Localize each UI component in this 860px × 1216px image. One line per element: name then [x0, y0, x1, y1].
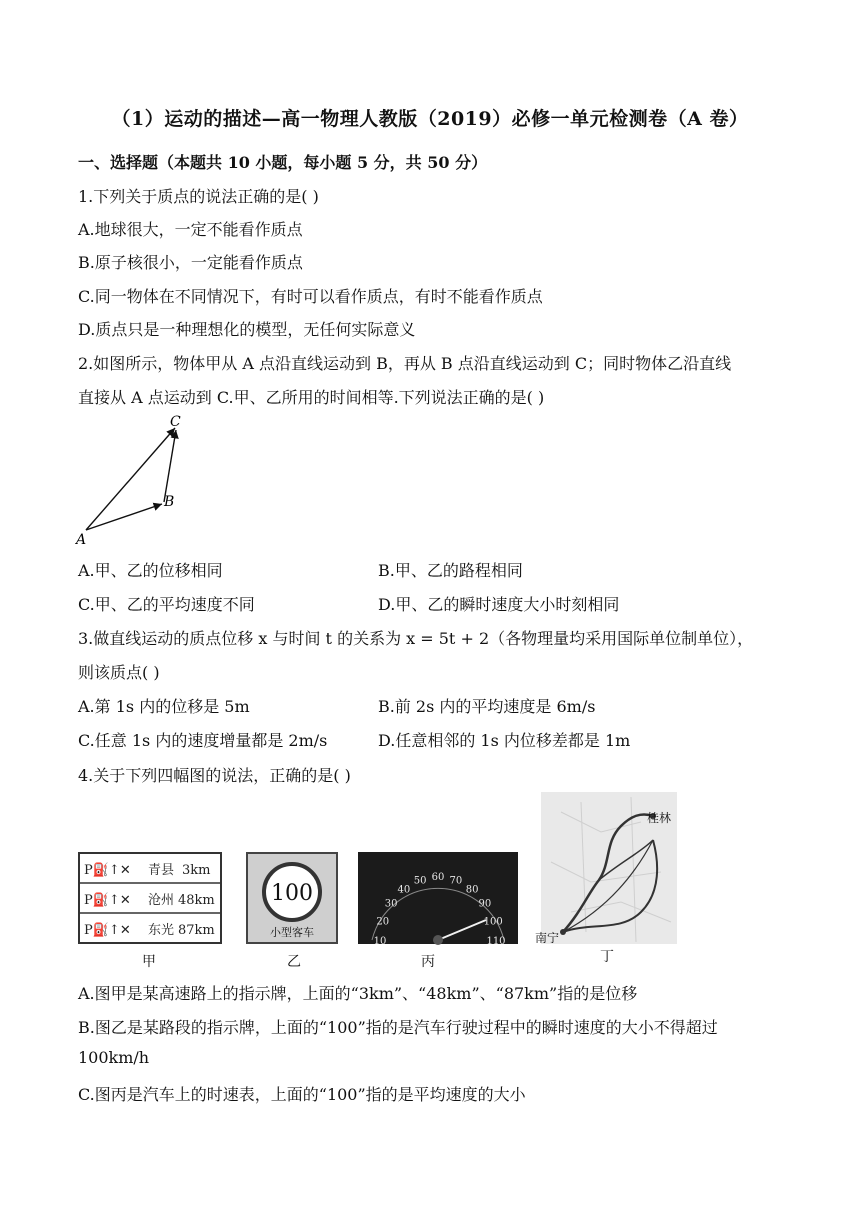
fig-bing-speedometer — [358, 852, 518, 947]
speedo-tick-label: 100 — [483, 916, 503, 928]
page-title: （1）运动的描述—高一物理人教版（2019）必修一单元检测卷（A 卷） — [111, 108, 749, 130]
q3-option-a: A.第 1s 内的位移是 5m — [78, 697, 250, 716]
sign-dist-1: 3km — [182, 863, 211, 878]
q4-option-b-line1: B.图乙是某路段的指示牌，上面的“100”指的是汽车行驶过程中的瞬时速度的大小不得超过 — [78, 1018, 718, 1037]
speedo-tick-label: 110 — [486, 936, 506, 947]
sign-dist-3: 87km — [178, 923, 215, 938]
speedo-tick-label: 50 — [413, 875, 427, 887]
sign-city-1: 青县 — [148, 863, 175, 878]
q2-stem-line1: 2.如图所示，物体甲从 A 点沿直线运动到 B，再从 B 点沿直线运动到 C；同时物体乙沿直线 — [78, 354, 732, 373]
q1-stem: 1.下列关于质点的说法正确的是( ) — [78, 187, 319, 206]
speedo-tick-label: 70 — [449, 875, 463, 887]
caption-bing: 丙 — [421, 954, 435, 970]
section-heading: 一、选择题（本题共 10 小题，每小题 5 分，共 50 分） — [78, 153, 488, 172]
speed-limit-value: 100 — [271, 881, 313, 906]
point-b-label: B — [164, 494, 175, 510]
map-label-nanning: 南宁 — [535, 931, 560, 945]
q1-option-d: D.质点只是一种理想化的模型，无任何实际意义 — [78, 320, 416, 339]
caption-yi: 乙 — [287, 954, 301, 970]
q4-option-c: C.图丙是汽车上的时速表，上面的“100”指的是平均速度的大小 — [78, 1085, 526, 1104]
q3-stem-line1: 3.做直线运动的质点位移 x 与时间 t 的关系为 x = 5t + 2（各物理量均采用国际单位制单位）， — [78, 629, 754, 648]
q2-option-b: B.甲、乙的路程相同 — [378, 561, 523, 580]
caption-jia: 甲 — [142, 954, 156, 970]
q3-option-c: C.任意 1s 内的速度增量都是 2m/s — [78, 731, 328, 750]
speed-limit-caption: 小型客车 — [270, 926, 314, 939]
speedo-tick-label: 40 — [397, 884, 411, 896]
q1-option-c: C.同一物体在不同情况下，有时可以看作质点，有时不能看作质点 — [78, 287, 543, 306]
q4-option-b-line2: 100km/h — [78, 1048, 150, 1067]
point-c-label: C — [170, 414, 181, 430]
q3-option-d: D.任意相邻的 1s 内位移差都是 1m — [378, 731, 631, 750]
sign-icons-2: P⛽↑✕ — [84, 893, 131, 908]
caption-ding: 丁 — [600, 949, 614, 965]
q3-stem-line2: 则该质点( ) — [78, 663, 160, 682]
q2-option-d: D.甲、乙的瞬时速度大小时刻相同 — [378, 595, 620, 614]
sign-icons-3: P⛽↑✕ — [84, 923, 131, 938]
sign-icons-1: P⛽↑✕ — [84, 863, 131, 878]
sign-city-3: 东光 — [148, 923, 175, 938]
fig-jia-road-sign — [78, 852, 222, 944]
sign-dist-2: 48km — [178, 893, 215, 908]
speedo-tick-label: 20 — [376, 916, 390, 928]
q2-vector-figure — [72, 408, 212, 548]
fig-yi-speed-limit-sign — [246, 852, 338, 944]
fig-ding-route-map — [535, 792, 677, 945]
point-a-label: A — [76, 532, 87, 548]
q2-option-c: C.甲、乙的平均速度不同 — [78, 595, 255, 614]
speedo-tick-label: 80 — [465, 884, 479, 896]
q2-option-a: A.甲、乙的位移相同 — [78, 561, 223, 580]
q1-option-b: B.原子核很小，一定能看作质点 — [78, 253, 303, 272]
q1-option-a: A.地球很大，一定不能看作质点 — [78, 220, 303, 239]
sign-city-2: 沧州 — [148, 893, 175, 908]
speedo-tick-label: 90 — [478, 898, 492, 910]
q3-option-b: B.前 2s 内的平均速度是 6m/s — [378, 697, 596, 716]
q4-option-a: A.图甲是某高速路上的指示牌，上面的“3km”、“48km”、“87km”指的是位移 — [78, 984, 638, 1003]
speedo-tick-label: 60 — [431, 872, 445, 884]
map-label-guilin: 桂林 — [647, 811, 672, 825]
speedo-tick-label: 10 — [373, 936, 387, 947]
speedo-tick-label: 30 — [384, 898, 398, 910]
q2-stem-line2: 直接从 A 点运动到 C.甲、乙所用的时间相等.下列说法正确的是( ) — [78, 388, 545, 407]
q4-stem: 4.关于下列四幅图的说法，正确的是( ) — [78, 766, 351, 785]
